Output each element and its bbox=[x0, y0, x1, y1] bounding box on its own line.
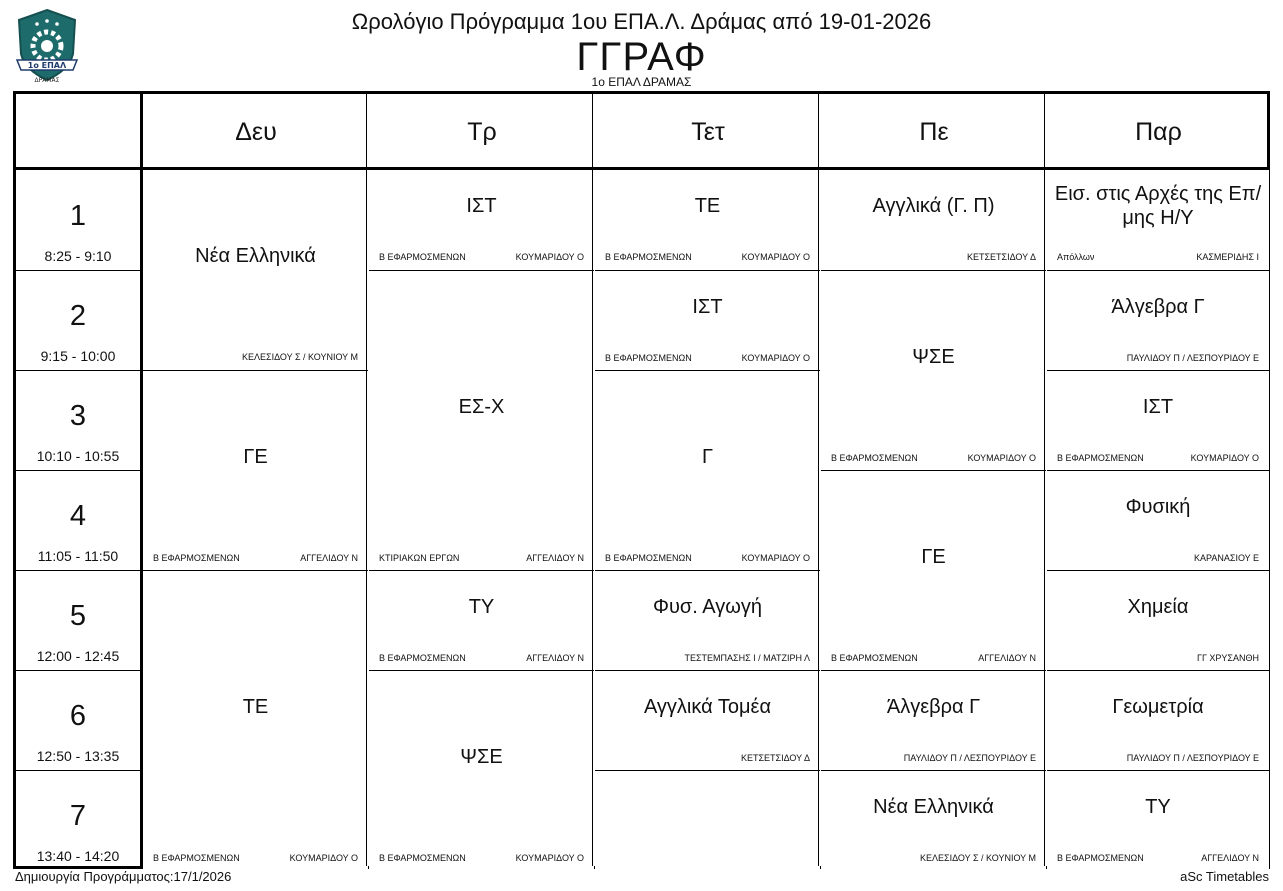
column-divider bbox=[592, 94, 593, 866]
lesson-room: Β ΕΦΑΡΜΟΣΜΕΝΩΝ bbox=[605, 353, 692, 363]
lesson-room: Β ΕΦΑΡΜΟΣΜΕΝΩΝ bbox=[379, 653, 466, 663]
period-number: 7 bbox=[69, 800, 87, 832]
lesson-teacher: ΚΟΥΜΑΡΙΔΟΥ Ο bbox=[741, 553, 810, 563]
header-divider bbox=[16, 167, 1267, 170]
lesson-room: Απόλλων bbox=[1057, 252, 1095, 262]
column-divider bbox=[818, 94, 819, 866]
lesson-teacher: ΠΑΥΛΙΔΟΥ Π / ΛΕΣΠΟΥΡΙΔΟΥ Ε bbox=[903, 753, 1036, 763]
lesson-cell bbox=[1047, 370, 1269, 470]
lesson-cell bbox=[369, 170, 594, 270]
lesson-cell bbox=[595, 770, 820, 870]
lesson-cell bbox=[1047, 170, 1269, 270]
class-name: ΓΓΡΑΦ bbox=[576, 35, 707, 79]
lesson-room: Β ΕΦΑΡΜΟΣΜΕΝΩΝ bbox=[605, 553, 692, 563]
period-divider bbox=[16, 570, 140, 571]
lesson-room: Β ΕΦΑΡΜΟΣΜΕΝΩΝ bbox=[153, 553, 240, 563]
lesson-cell bbox=[1047, 570, 1269, 670]
lesson-cell bbox=[1047, 770, 1269, 870]
period-time: 12:00 - 12:45 bbox=[36, 648, 120, 664]
lesson-cell bbox=[595, 170, 820, 270]
lesson-teacher: ΑΓΓΕΛΙΔΟΥ Ν bbox=[526, 553, 584, 563]
timetable-grid bbox=[13, 91, 1270, 869]
lesson-cell bbox=[1047, 470, 1269, 570]
lesson-teacher: ΠΑΥΛΙΔΟΥ Π / ΛΕΣΠΟΥΡΙΔΟΥ Ε bbox=[1126, 753, 1259, 763]
lesson-cell bbox=[595, 670, 820, 770]
lesson-cell bbox=[821, 470, 1046, 670]
period-number: 6 bbox=[69, 700, 87, 732]
period-row bbox=[16, 170, 140, 270]
period-divider bbox=[16, 270, 140, 271]
lesson-teacher: ΠΑΥΛΙΔΟΥ Π / ΛΕΣΠΟΥΡΙΔΟΥ Ε bbox=[1126, 353, 1259, 363]
lesson-subject: ΙΣΤ bbox=[466, 195, 497, 217]
lesson-cell bbox=[143, 570, 368, 870]
lesson-subject: ΨΣΕ bbox=[912, 346, 955, 368]
footer-brand: aSc Timetables bbox=[1180, 869, 1269, 884]
lesson-teacher: ΚΕΤΣΕΤΣΙΔΟΥ Δ bbox=[966, 252, 1036, 262]
lesson-cell bbox=[1047, 270, 1269, 370]
lesson-cell bbox=[821, 270, 1046, 470]
lesson-cell bbox=[595, 370, 820, 570]
lesson-teacher: ΚΕΛΕΣΙΔΟΥ Σ / ΚΟΥΝΙΟΥ Μ bbox=[919, 853, 1036, 863]
period-time: 13:40 - 14:20 bbox=[36, 848, 120, 864]
day-header-thu: Πε bbox=[919, 117, 949, 146]
school-logo bbox=[13, 8, 81, 84]
lesson-cell bbox=[143, 370, 368, 570]
lesson-subject: Αγγλικά Τομέα bbox=[643, 696, 772, 718]
lesson-cell bbox=[821, 770, 1046, 870]
lesson-teacher: ΤΕΣΤΕΜΠΑΣΗΣ Ι / ΜΑΤΖΙΡΗ Λ bbox=[684, 653, 810, 663]
lesson-subject: Φυσική bbox=[1125, 496, 1191, 518]
lesson-subject: ΕΣ-Χ bbox=[458, 396, 505, 418]
lesson-teacher: ΚΑΣΜΕΡΙΔΗΣ Ι bbox=[1196, 252, 1259, 262]
lesson-subject: Αγγλικά (Γ. Π) bbox=[872, 195, 995, 217]
lesson-room: Β ΕΦΑΡΜΟΣΜΕΝΩΝ bbox=[831, 653, 918, 663]
lesson-subject: Άλγεβρα Γ bbox=[886, 696, 981, 718]
lesson-teacher: ΓΓ ΧΡΥΣΑΝΘΗ bbox=[1197, 653, 1259, 663]
lesson-subject: ΤΕ bbox=[694, 195, 721, 217]
lesson-subject: ΓΕ bbox=[921, 546, 946, 568]
lesson-teacher: ΚΑΡΑΝΑΣΙΟΥ Ε bbox=[1194, 553, 1259, 563]
period-number: 2 bbox=[69, 300, 87, 332]
lesson-teacher: ΚΟΥΜΑΡΙΔΟΥ Ο bbox=[515, 252, 584, 262]
period-time: 11:05 - 11:50 bbox=[37, 548, 119, 564]
lesson-cell bbox=[821, 670, 1046, 770]
column-divider bbox=[1044, 94, 1045, 866]
lesson-subject: Γεωμετρία bbox=[1112, 696, 1204, 718]
column-divider bbox=[140, 94, 143, 866]
school-name: 1ο ΕΠΑΛ ΔΡΑΜΑΣ bbox=[591, 75, 692, 89]
lesson-subject: Γ bbox=[701, 446, 713, 468]
period-divider bbox=[16, 470, 140, 471]
lesson-subject: Νέα Ελληνικά bbox=[195, 245, 316, 267]
day-header-wed: Τετ bbox=[691, 117, 725, 146]
lesson-subject: Άλγεβρα Γ bbox=[1111, 296, 1205, 318]
lesson-teacher: ΚΕΛΕΣΙΔΟΥ Σ / ΚΟΥΝΙΟΥ Μ bbox=[241, 352, 358, 362]
period-row bbox=[16, 570, 140, 670]
period-time: 9:15 - 10:00 bbox=[40, 348, 116, 364]
lesson-subject: Νέα Ελληνικά bbox=[873, 796, 994, 818]
logo-text: 1ο ΕΠΑΛ bbox=[27, 61, 67, 70]
lesson-cell bbox=[369, 570, 594, 670]
lesson-teacher: ΚΟΥΜΑΡΙΔΟΥ Ο bbox=[741, 353, 810, 363]
lesson-room: Β ΕΦΑΡΜΟΣΜΕΝΩΝ bbox=[379, 252, 466, 262]
day-header-tue: Τρ bbox=[467, 117, 497, 146]
lesson-room: Β ΕΦΑΡΜΟΣΜΕΝΩΝ bbox=[605, 252, 692, 262]
period-time: 12:50 - 13:35 bbox=[36, 748, 120, 764]
lesson-cell bbox=[1047, 670, 1269, 770]
lesson-cell bbox=[595, 570, 820, 670]
period-row bbox=[16, 670, 140, 770]
lesson-subject: ΙΣΤ bbox=[1142, 396, 1174, 418]
lesson-teacher: ΑΓΓΕΛΙΔΟΥ Ν bbox=[1201, 853, 1259, 863]
lesson-subject: Χημεία bbox=[1127, 596, 1189, 618]
lesson-teacher: ΚΟΥΜΑΡΙΔΟΥ Ο bbox=[1190, 453, 1259, 463]
logo-caption: ΔΡΑΜΑΣ bbox=[34, 77, 60, 84]
lesson-teacher: ΚΕΤΣΕΤΣΙΔΟΥ Δ bbox=[740, 753, 810, 763]
lesson-room: ΚΤΙΡΙΑΚΩΝ ΕΡΓΩΝ bbox=[379, 553, 460, 563]
lesson-teacher: ΑΓΓΕΛΙΔΟΥ Ν bbox=[300, 553, 358, 563]
lesson-room: Β ΕΦΑΡΜΟΣΜΕΝΩΝ bbox=[1057, 453, 1144, 463]
timetable-title: Ωρολόγιο Πρόγραμμα 1ου ΕΠΑ.Λ. Δράμας από 19-01-2026 bbox=[351, 9, 932, 34]
lesson-teacher: ΑΓΓΕΛΙΔΟΥ Ν bbox=[978, 653, 1036, 663]
lesson-cell bbox=[821, 170, 1046, 270]
lesson-subject: ΤΕ bbox=[242, 696, 269, 718]
lesson-teacher: ΚΟΥΜΑΡΙΔΟΥ Ο bbox=[515, 853, 584, 863]
period-row bbox=[16, 470, 140, 570]
period-number: 4 bbox=[69, 500, 87, 532]
lesson-subject: ΙΣΤ bbox=[692, 296, 723, 318]
lesson-subject: ΨΣΕ bbox=[460, 746, 503, 768]
lesson-cell bbox=[143, 170, 368, 370]
period-time: 8:25 - 9:10 bbox=[44, 248, 112, 264]
period-number: 5 bbox=[69, 600, 87, 632]
lesson-room: Β ΕΦΑΡΜΟΣΜΕΝΩΝ bbox=[831, 453, 918, 463]
period-row bbox=[16, 370, 140, 470]
lesson-cell bbox=[595, 270, 820, 370]
lesson-teacher: ΚΟΥΜΑΡΙΔΟΥ Ο bbox=[741, 252, 810, 262]
lesson-teacher: ΚΟΥΜΑΡΙΔΟΥ Ο bbox=[967, 453, 1036, 463]
lesson-subject: ΤΥ bbox=[1145, 796, 1171, 818]
period-row bbox=[16, 270, 140, 370]
period-divider bbox=[16, 670, 140, 671]
day-header-fri: Παρ bbox=[1135, 117, 1182, 146]
lesson-cell bbox=[369, 670, 594, 870]
period-divider bbox=[16, 370, 140, 371]
lesson-teacher: ΚΟΥΜΑΡΙΔΟΥ Ο bbox=[289, 853, 358, 863]
lesson-subject: ΤΥ bbox=[468, 596, 495, 618]
day-header-mon: Δευ bbox=[235, 117, 277, 146]
period-number: 1 bbox=[69, 200, 87, 232]
lesson-room: Β ΕΦΑΡΜΟΣΜΕΝΩΝ bbox=[153, 853, 240, 863]
lesson-room: Β ΕΦΑΡΜΟΣΜΕΝΩΝ bbox=[1057, 853, 1144, 863]
period-divider bbox=[16, 770, 140, 771]
period-number: 3 bbox=[69, 400, 87, 432]
period-time: 10:10 - 10:55 bbox=[36, 448, 120, 464]
lesson-subject: Φυσ. Αγωγή bbox=[653, 596, 762, 618]
lesson-subject: ΓΕ bbox=[243, 446, 268, 468]
lesson-subject: Εισ. στις Αρχές της Επ/μης Η/Υ bbox=[1054, 183, 1262, 229]
lesson-cell bbox=[369, 270, 594, 570]
lesson-room: Β ΕΦΑΡΜΟΣΜΕΝΩΝ bbox=[379, 853, 466, 863]
created-date: Δημιουργία Προγράμματος:17/1/2026 bbox=[15, 869, 232, 884]
period-row bbox=[16, 770, 140, 870]
column-divider bbox=[366, 94, 367, 866]
lesson-teacher: ΑΓΓΕΛΙΔΟΥ Ν bbox=[526, 653, 584, 663]
